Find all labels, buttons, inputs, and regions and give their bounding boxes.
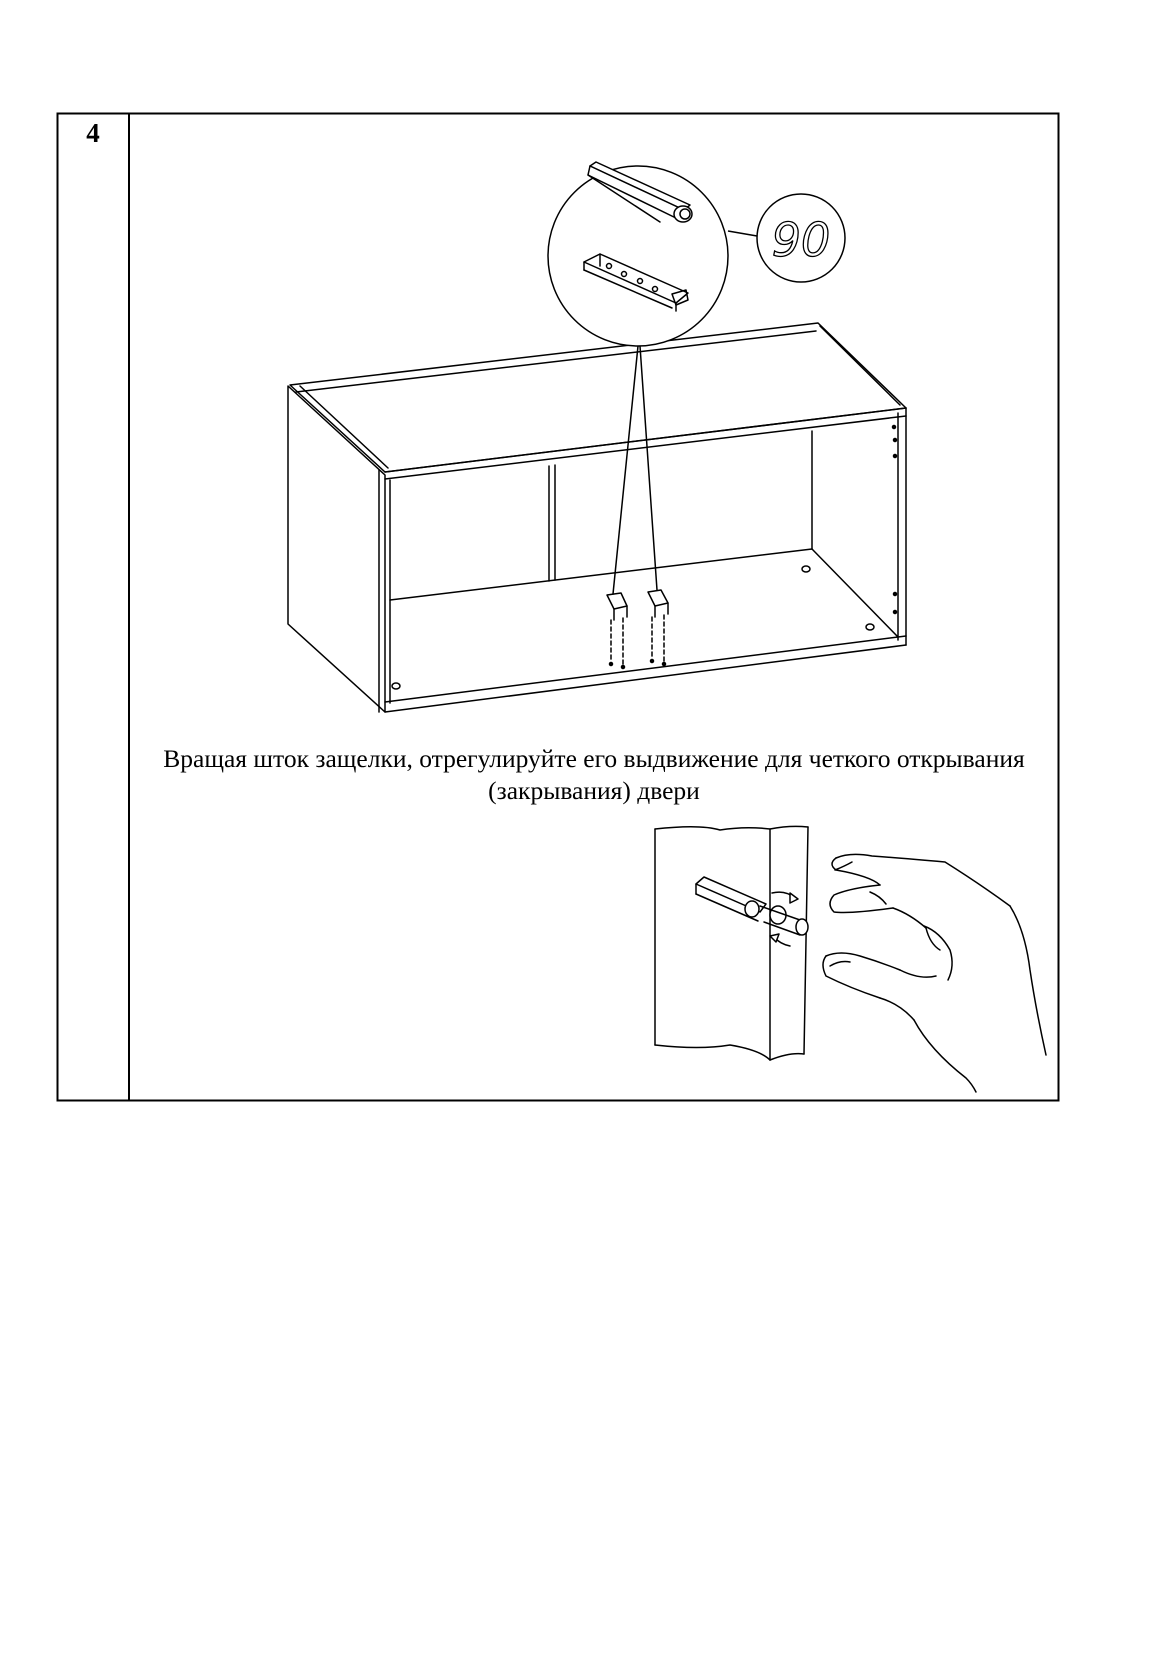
- instruction-line-1: Вращая шток защелки, отрегулируйте его выдвижение для четкого открывания: [163, 744, 1025, 773]
- hand-adjusting-latch-icon: [655, 826, 1046, 1092]
- latch-hardware-icon: [548, 162, 728, 346]
- part-number: 90: [771, 213, 831, 267]
- wall-cabinet-icon: [288, 323, 906, 712]
- part-number-callout: [728, 194, 845, 282]
- step-number: 4: [86, 118, 100, 148]
- instruction-line-2: (закрывания) двери: [488, 776, 700, 805]
- instruction-caption: [130, 743, 1058, 807]
- latch-mount-left: [607, 593, 627, 669]
- latch-mount-right: [648, 590, 668, 666]
